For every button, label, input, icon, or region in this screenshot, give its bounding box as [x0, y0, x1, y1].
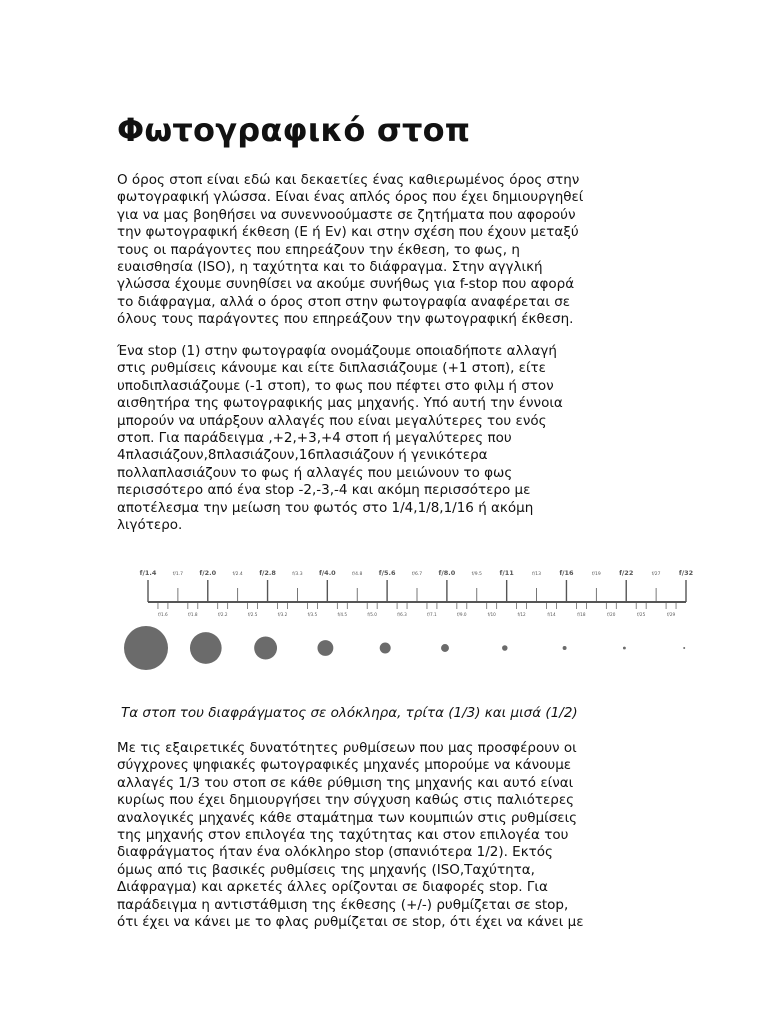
text-line: φωτογραφική γλώσσα. Είναι ένας απλός όρος που έχει δημιουργηθεί [117, 189, 584, 206]
text-line: Διάφραγμα) και αρκετές άλλες ορίζονται σε διαφορές stop. Για [117, 879, 548, 896]
top-stop-label: f/2.4 [232, 572, 243, 577]
top-stop-label: f/2.8 [259, 569, 276, 577]
bottom-stop-label: f/1.6 [158, 612, 168, 617]
bottom-stop-label: f/3.2 [277, 612, 288, 617]
bottom-stop-label: f/9.0 [457, 612, 467, 617]
aperture-circle [124, 626, 168, 670]
top-stop-label: f/6.7 [411, 572, 423, 577]
bottom-stop-label: f/6.3 [397, 612, 407, 617]
bottom-stop-label: f/3.5 [307, 612, 318, 617]
aperture-circle [317, 640, 333, 656]
top-stop-label: f/8.0 [438, 569, 456, 577]
text-line: παράδειγμα η αντιστάθμιση της έκθεσης (+/-) ρυθμίζεται σε stop, [117, 896, 569, 913]
text-line: αναλογικές μηχανές κάθε σταμάτημα των κουμπιών στις ρυθμίσεις [117, 809, 578, 826]
top-stop-label: f/3.3 [292, 572, 303, 577]
text-line: όμως από τις βασικές ρυθμίσεις της μηχανής (ISO,Ταχύτητα, [117, 861, 535, 878]
top-stop-label: f/22 [619, 569, 634, 577]
text-line: Ο όρος στοπ είναι εδώ και δεκαετίες ένας καθιερωμένος όρος στην [117, 172, 580, 188]
top-stop-label: f/1.4 [139, 569, 157, 577]
top-stop-label: f/13 [532, 572, 541, 577]
top-stop-label: f/32 [678, 569, 694, 577]
aperture-circle [502, 645, 508, 651]
text-line: Με τις εξαιρετικές δυνατότητες ρυθμίσεων που μας προσφέρουν οι [117, 740, 577, 756]
bottom-stop-label: f/18 [577, 612, 586, 617]
aperture-circle [254, 637, 277, 660]
top-stop-label: f/2.0 [199, 569, 217, 577]
bottom-stop-label: f/20 [607, 612, 616, 617]
top-stop-label: f/5.6 [378, 569, 396, 577]
text-line: το διάφραγμα, αλλά ο όρος στοπ στην φωτογραφία αναφέρεται σε [117, 293, 571, 310]
text-line: ότι έχει να κάνει με το φλας ρυθμίζεται σε stop, ότι έχει να κάνει με [117, 914, 584, 931]
aperture-circle [190, 632, 222, 664]
text-line: υποδιπλασιάζουμε (-1 στοπ), το φως που πέφτει στο φιλμ ή στον [117, 377, 554, 394]
text-line: της μηχανής στον επιλογέα της ταχύτητας και στον επιλογέα του [117, 827, 569, 844]
top-stop-label: f/19 [591, 572, 601, 577]
text-line: πολλαπλασιάζουν το φως ή αλλαγές που μειώνουν το φως [117, 464, 513, 481]
text-line: λιγότερο. [117, 517, 183, 534]
paragraph-third-stops [117, 740, 677, 931]
text-line: περισσότερο από ένα stop -2,-3,-4 και ακόμη περισσότερο με [117, 482, 531, 499]
top-stop-label: f/11 [499, 569, 514, 577]
top-stop-label: f/4.0 [318, 569, 336, 577]
text-line: μπορούν να υπάρξουν αλλαγές που είναι μεγαλύτερες του ενός [117, 412, 547, 429]
text-line: στις ρυθμίσεις κάνουμε και είτε διπλασιάζουμε (+1 στοπ), είτε [117, 360, 546, 377]
text-line: αποτέλεσμα την μείωση του φωτός στο 1/4,1/8,1/16 ή ακόμη [117, 499, 534, 516]
text-line: όλους τους παράγοντες που επηρεάζουν την φωτογραφική έκθεση. [117, 311, 574, 328]
text-line: Ένα stop (1) στην φωτογραφία ονομάζουμε οποιαδήποτε αλλαγή [117, 343, 557, 359]
text-line: 4πλασιάζουν,8πλασιάζουν,16πλασιάζουν ή γενικότερα [117, 447, 488, 464]
aperture-circle [380, 643, 391, 654]
aperture-circle [441, 644, 449, 652]
top-stop-label: f/27 [651, 572, 661, 577]
aperture-stops-figure [118, 566, 702, 676]
bottom-stop-label: f/1.8 [188, 612, 198, 617]
paragraph-stop-definition [117, 343, 677, 534]
bottom-stop-label: f/12 [517, 612, 526, 617]
bottom-stop-label: f/5.0 [367, 612, 377, 617]
bottom-stop-label: f/2.5 [247, 612, 258, 617]
text-line: γλώσσα έχουμε συνηθίσει να ακούμε συνήθως για f-stop που αφορά [117, 276, 575, 293]
top-stop-label: f/1.7 [172, 572, 184, 577]
figure-caption: Τα στοπ του διαφράγματος σε ολόκληρα, τρίτα (1/3) και μισά (1/2) [121, 705, 578, 721]
text-line: τους οι παράγοντες που επηρεάζουν την έκθεση, το φως, η [117, 241, 520, 258]
text-line: αλλαγές 1/3 του στοπ σε κάθε ρύθμιση της μηχανής και αυτό είναι [117, 774, 574, 791]
bottom-stop-label: f/14 [547, 612, 556, 617]
bottom-stop-label: f/25 [637, 612, 646, 617]
text-line: ευαισθησία (ISO), η ταχύτητα και το διάφραγμα. Στην αγγλική [117, 259, 543, 276]
text-line: κυρίως που έχει δημιουργήσει την σύγχυση καθώς στις παλιότερες [117, 792, 575, 809]
aperture-circle [623, 647, 626, 650]
bottom-stop-label: f/29 [666, 612, 676, 617]
text-line: την φωτογραφική έκθεση (E ή Ev) και στην σχέση που έχουν μεταξύ [117, 224, 579, 241]
top-stop-label: f/4.8 [352, 572, 363, 577]
top-stop-label: f/16 [559, 569, 574, 577]
page-title: Φωτογραφικό στοπ [117, 111, 471, 149]
bottom-stop-label: f/7.1 [427, 612, 437, 617]
aperture-circle [563, 646, 567, 650]
aperture-circle [683, 647, 685, 649]
top-stop-label: f/9.5 [471, 572, 482, 577]
text-line: σύγχρονες ψηφιακές φωτογραφικές μηχανές μπορούμε να κάνουμε [117, 757, 572, 774]
text-line: στοπ. Για παράδειγμα ,+2,+3,+4 στοπ ή μεγαλύτερες που [117, 430, 512, 447]
bottom-stop-label: f/2.2 [217, 612, 228, 617]
bottom-stop-label: f/10 [487, 612, 496, 617]
paragraph-intro [117, 172, 677, 329]
bottom-stop-label: f/4.5 [337, 612, 348, 617]
text-line: αισθητήρα της φωτογραφικής μας μηχανής. Υπό αυτή την έννοια [117, 395, 563, 412]
text-line: διαφράγματος ήταν ένα ολόκληρο stop (σπανιότερα 1/2). Εκτός [117, 844, 553, 861]
text-line: για να μας βοηθήσει να συνεννοούμαστε σε ζητήματα που αφορούν [117, 206, 576, 223]
